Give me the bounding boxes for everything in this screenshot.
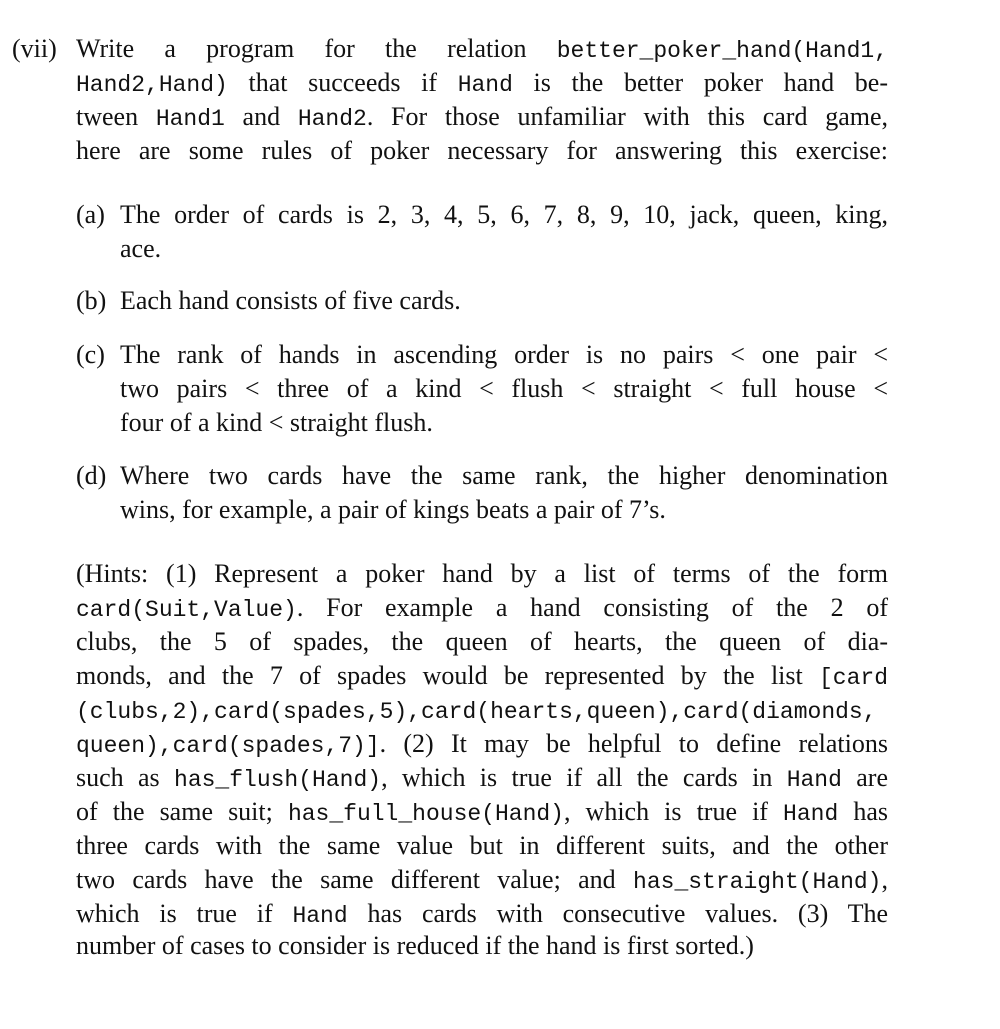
hint-line: clubs, the 5 of spades, the queen of hearts, the queen of dia- [76,627,888,656]
relation-signature-code: better_poker_hand(Hand1, [556,38,888,64]
rule-text-line: two pairs < three of a kind < flush < straight < full house < [120,374,888,403]
hint-line: (Hints: (1) Represent a poker hand by a list of terms of the form [76,559,888,588]
hint-line: which is true if Hand has cards with consecutive values. (3) The [76,899,888,929]
rule-text-line: Each hand consists of five cards. [120,286,461,315]
intro-line: Write a program for the relation better_poker_hand(Hand1, [76,34,888,64]
hint-line: monds, and the 7 of spades would be represented by the list [card [76,661,888,691]
hint-line: three cards with the same value but in different suits, and the other [76,831,888,860]
exercise-label: (vii) [12,34,57,63]
rule-label: (b) [76,286,107,315]
hint-line: card(Suit,Value). For example a hand consisting of the 2 of [76,593,888,623]
rule-text-line: Where two cards have the same rank, the higher denomination [120,461,888,490]
rule-text-line: The order of cards is 2, 3, 4, 5, 6, 7, 8, 9, 10, jack, queen, king, [120,200,888,229]
rule-label: (c) [76,340,105,369]
intro-line: tween Hand1 and Hand2. For those unfamiliar with this card game, [76,102,888,132]
hint-line: queen),card(spades,7)]. (2) It may be helpful to define relations [76,729,888,759]
hint-line [76,693,888,727]
rule-label: (a) [76,200,105,229]
rule-text-line: ace. [120,234,162,263]
hint-line: two cards have the same different value; and has_straight(Hand), [76,865,888,895]
rule-text-line: wins, for example, a pair of kings beats a pair of 7’s. [120,495,666,524]
hint-line: such as has_flush(Hand), which is true if all the cards in Hand are [76,763,888,793]
rule-text-line: four of a kind < straight flush. [120,408,433,437]
rule-label: (d) [76,461,107,490]
hint-line: of the same suit; has_full_house(Hand), which is true if Hand has [76,797,888,827]
intro-line: here are some rules of poker necessary for answering this exercise: [76,136,888,165]
hint-line: number of cases to consider is reduced if the hand is first sorted.) [76,931,754,960]
intro-line: Hand2,Hand) that succeeds if Hand is the better poker hand be- [76,68,889,98]
example-hand-code: (clubs,2),card(spades,5),card(hearts,queen),card(diamonds, [76,699,877,725]
rule-text-line: The rank of hands in ascending order is no pairs < one pair < [120,340,888,369]
